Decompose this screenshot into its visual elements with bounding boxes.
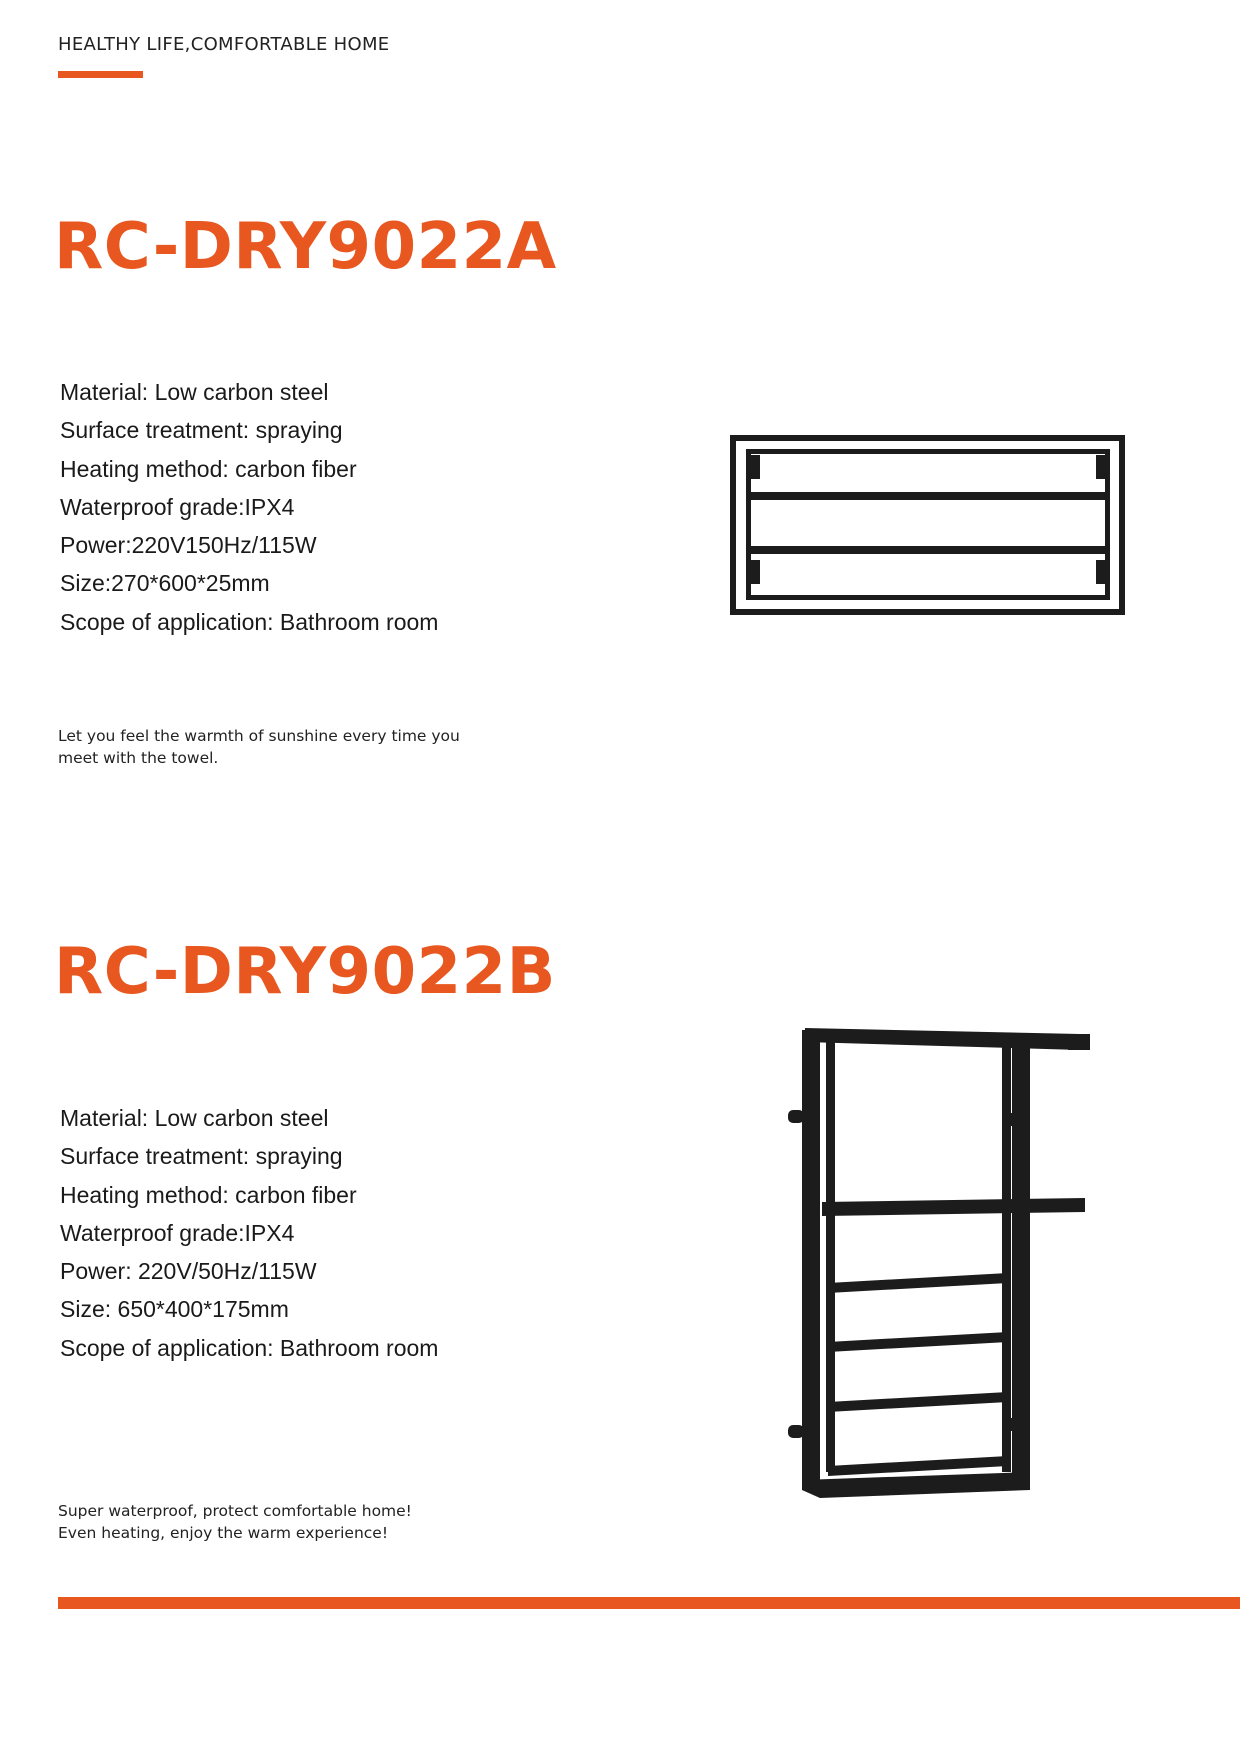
- product-a-note: [58, 725, 460, 769]
- product-a-title: RC-DRY9022A: [54, 210, 557, 284]
- spec-material: Material: Low carbon steel: [60, 1105, 329, 1131]
- spec-material: Material: Low carbon steel: [60, 379, 329, 405]
- tagline-underline: [58, 71, 143, 78]
- spec-size: Size: 650*400*175mm: [60, 1296, 289, 1323]
- product-b-note: [58, 1500, 412, 1544]
- spec-power: Power: 220V/50Hz/115W: [60, 1258, 317, 1285]
- product-a-towel-rail-image: [720, 425, 1140, 630]
- spec-heating-method: Heating method: carbon fiber: [60, 1181, 357, 1208]
- spec-scope: Scope of application: Bathroom room: [60, 1334, 439, 1361]
- note-line: meet with the towel.: [58, 749, 219, 767]
- product-b-towel-rail-image: [780, 1020, 1125, 1505]
- spec-scope: Scope of application: Bathroom room: [60, 608, 439, 635]
- footer-accent-bar: [58, 1597, 1240, 1609]
- spec-heating-method: Heating method: carbon fiber: [60, 455, 357, 482]
- spec-waterproof-grade: Waterproof grade:IPX4: [60, 1219, 295, 1246]
- product-a-specs: [60, 373, 438, 641]
- spec-power: Power:220V150Hz/115W: [60, 532, 317, 559]
- note-line: Super waterproof, protect comfortable home!: [58, 1502, 412, 1520]
- note-line: Even heating, enjoy the warm experience!: [58, 1524, 389, 1542]
- spec-size: Size:270*600*25mm: [60, 570, 270, 597]
- spec-waterproof-grade: Waterproof grade:IPX4: [60, 493, 295, 520]
- header-tagline: HEALTHY LIFE,COMFORTABLE HOME: [58, 34, 390, 55]
- spec-surface-treatment: Surface treatment: spraying: [60, 417, 343, 444]
- product-b-specs: [60, 1099, 438, 1367]
- spec-surface-treatment: Surface treatment: spraying: [60, 1143, 343, 1170]
- note-line: Let you feel the warmth of sunshine every time you: [58, 727, 460, 745]
- product-b-title: RC-DRY9022B: [54, 935, 556, 1009]
